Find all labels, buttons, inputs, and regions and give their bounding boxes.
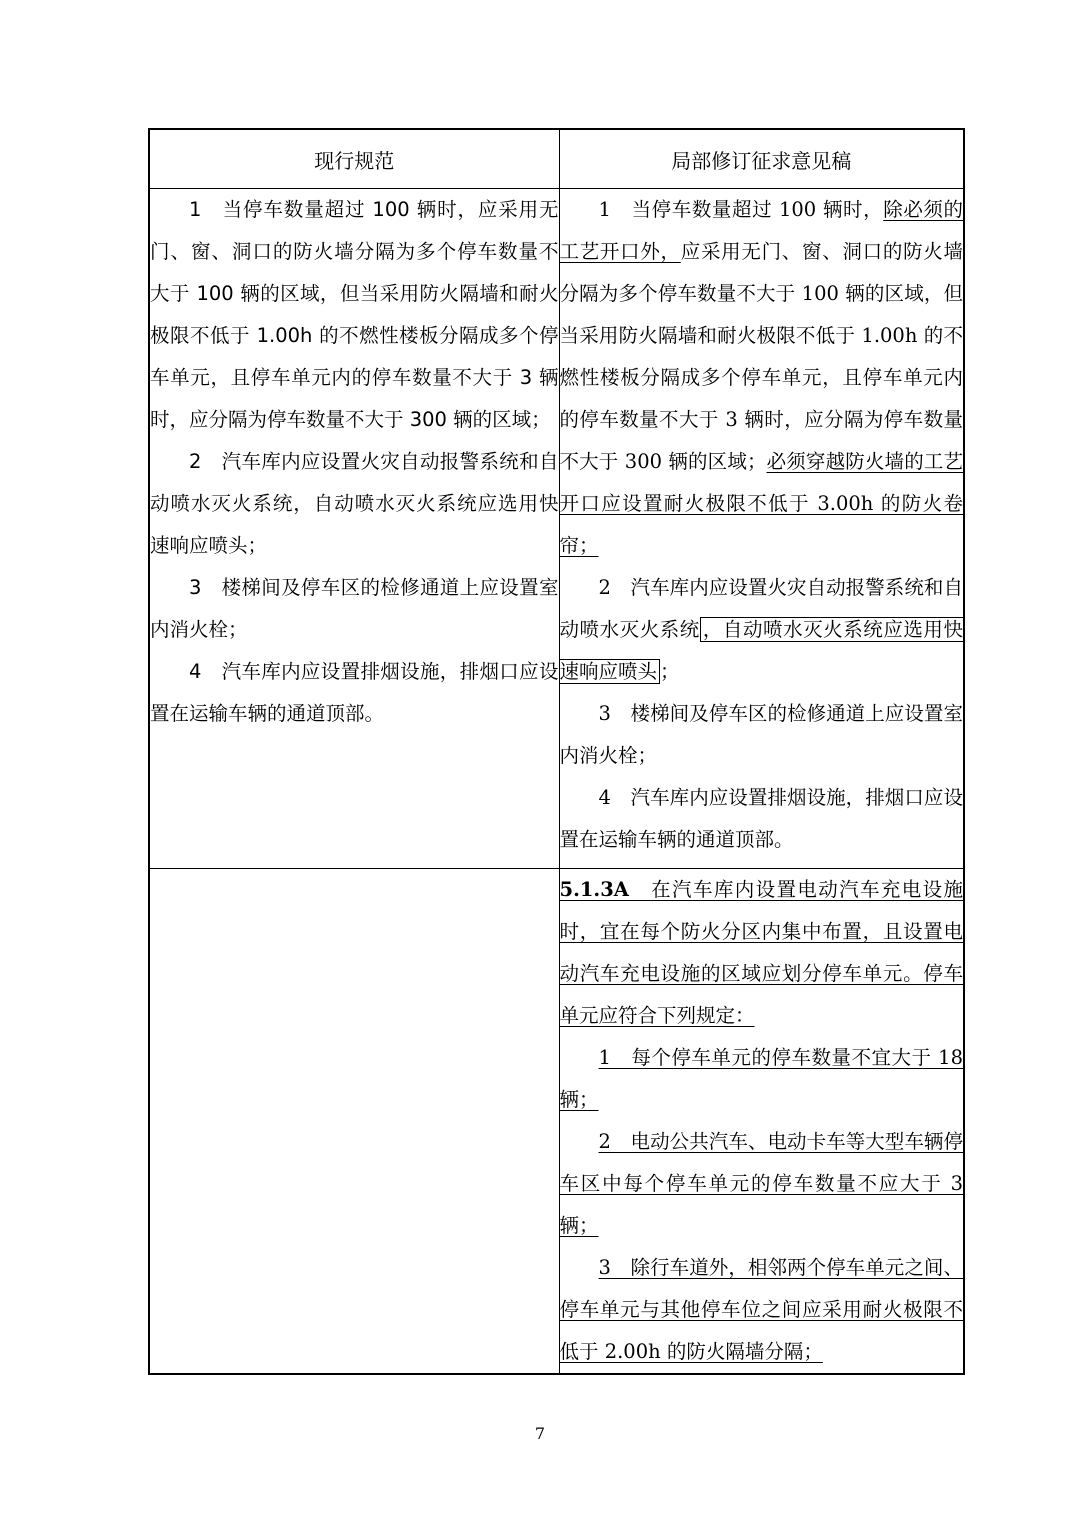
revision-draft-cell <box>559 189 964 869</box>
revised-item-1-text-b: 应采用无门、窗、洞口的防火墙分隔为多个停车数量不大于 100 辆的区域，但当采用防火隔墙和耐火极限不低于 1.00h 的不燃性楼板分隔成多个停车单元，且停车单元内的停车数量不大于 3 辆时，应分隔为停车数量不大于 300 辆的区域； <box>559 240 963 473</box>
new-clause-intro <box>560 869 964 1037</box>
revised-item-3: 3 楼梯间及停车区的检修通道上应设置室内消火栓； <box>559 702 963 767</box>
revised-item-2 <box>560 567 964 693</box>
new-clause-item-1: 1 每个停车单元的停车数量不宜大于 18 辆； <box>559 1046 963 1111</box>
revised-item-1-added-exception: 除必须的工艺开口外， <box>559 198 963 263</box>
clause-intro-text: 在汽车库内设置电动汽车充电设施时，宜在每个防火分区内集中布置，且设置电动汽车充电设施的区域应划分停车单元。停车单元应符合下列规定： <box>559 878 963 1027</box>
revised-item-4: 4 汽车库内应设置排烟设施，排烟口应设置在运输车辆的通道顶部。 <box>559 786 963 851</box>
revised-item-2-text-b: ； <box>660 660 680 683</box>
revised-item-1 <box>560 189 964 567</box>
header-revision-draft: 局部修订征求意见稿 <box>559 129 964 189</box>
clause-number: 5.1.3A <box>559 878 629 901</box>
revised-item-2-deleted-text: ，自动喷水灭火系统应选用快速响应喷头 <box>559 618 963 683</box>
revised-item-1-text-a: 1 当停车数量超过 100 辆时， <box>598 198 884 221</box>
current-item-4: 4 汽车库内应设置排烟设施，排烟口应设置在运输车辆的通道顶部。 <box>150 660 559 725</box>
empty-current-cell <box>149 869 559 1375</box>
new-clause-item-2: 2 电动公共汽车、电动卡车等大型车辆停车区中每个停车单元的停车数量不应大于 3 辆； <box>559 1130 963 1237</box>
page-number: 7 <box>534 1424 546 1443</box>
current-code-cell <box>149 189 559 869</box>
revised-item-1-added-requirement: 必须穿越防火墙的工艺开口应设置耐火极限不低于 3.00h 的防火卷帘； <box>559 450 963 557</box>
current-item-2: 2 汽车库内应设置火灾自动报警系统和自动喷水灭火系统，自动喷水灭火系统应选用快速响应喷头； <box>150 450 559 557</box>
revised-item-2-text-a: 2 汽车库内应设置火灾自动报警系统和自动喷水灭火系统 <box>559 576 963 641</box>
current-item-1: 1 当停车数量超过 100 辆时，应采用无门、窗、洞口的防火墙分隔为多个停车数量不大于 100 辆的区域，但当采用防火隔墙和耐火极限不低于 1.00h 的不燃性楼板分隔成多个停车单元，且停车单元内的停车数量不大于 3 辆时，应分隔为停车数量不大于 300 辆的区域； <box>150 198 559 431</box>
comparison-table <box>148 128 965 1375</box>
header-current-code: 现行规范 <box>149 129 559 189</box>
new-clause-cell <box>559 869 964 1375</box>
current-item-3: 3 楼梯间及停车区的检修通道上应设置室内消火栓； <box>150 576 559 641</box>
new-clause-item-3: 3 除行车道外，相邻两个停车单元之间、停车单元与其他停车位之间应采用耐火极限不低于 2.00h 的防火隔墙分隔； <box>559 1256 963 1363</box>
